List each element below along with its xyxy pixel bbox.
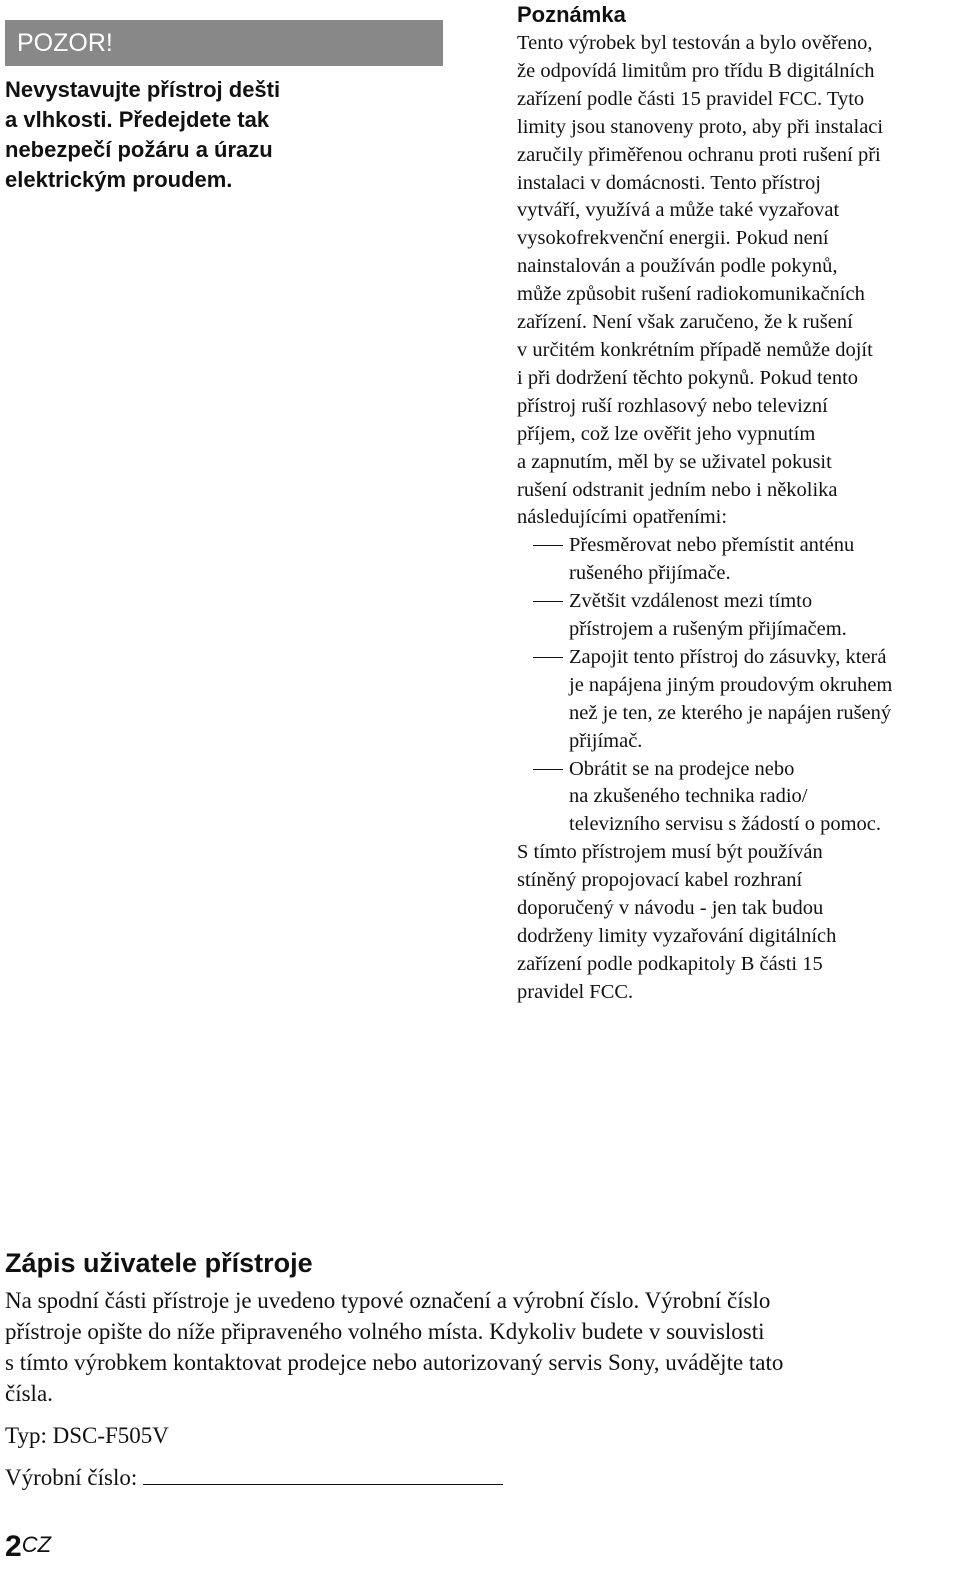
registration-line: s tímto výrobkem kontaktovat prodejce nebo autorizovaný servis Sony, uvádějte tato [5,1350,784,1375]
note-line: následujícími opatřeními: [517,506,728,529]
note-title: Poznámka [517,2,626,27]
list-item-line: přístrojem a rušeným přijímačem. [569,618,847,641]
note-section [517,0,957,1007]
registration-line: Na spodní části přístroje je uvedeno typové označení a výrobní číslo. Výrobní číslo [5,1288,771,1313]
warning-line: elektrickým proudem. [5,167,233,192]
note-line: limity jsou stanoveny proto, aby při instalaci [517,115,884,138]
warning-line: Nevystavujte přístroj dešti [5,77,281,102]
note-line: že odpovídá limitům pro třídu B digitálních [517,59,875,82]
note-line: nainstalován a používán podle pokynů, [517,255,838,278]
note-line: stíněný propojovací kabel rozhraní [517,869,803,892]
note-line: instalaci v domácnosti. Tento přístroj [517,171,821,194]
page-number-value: 2 [5,1530,22,1563]
note-line: zařízení. Není však zaručeno, že k rušení [517,311,853,334]
model-label: Typ: DSC-F505V [5,1423,169,1448]
warning-text [5,75,435,195]
serial-field [5,1462,955,1493]
dash-bullet-icon [533,769,563,770]
list-item-line: Obrátit se na prodejce nebo [569,757,795,780]
note-line: může způsobit rušení radiokomunikačních [517,283,865,306]
list-item-line: než je ten, ze kterého je napájen rušený [569,701,892,724]
serial-number-blank [143,1466,503,1485]
list-item [517,532,957,588]
note-line: pravidel FCC. [517,980,634,1003]
note-line: v určitém konkrétním případě nemůže dojít [517,338,873,361]
note-line: S tímto přístrojem musí být používán [517,841,823,864]
warning-line: nebezpečí požáru a úrazu [5,137,273,162]
note-line: i při dodržení těchto pokynů. Pokud tento [517,366,859,389]
note-line: přístroj ruší rozhlasový nebo televizní [517,394,828,417]
note-line: příjem, což lze ověřit jeho vypnutím [517,422,816,445]
dash-bullet-icon [533,601,563,602]
note-line: rušení odstranit jedním nebo i několika [517,478,838,501]
note-line: Tento výrobek byl testován a bylo ověřeno, [517,32,873,54]
list-item-line: Přesměrovat nebo přemístit anténu [569,534,855,557]
registration-line: čísla. [5,1381,53,1406]
note-line: zařízení podle části 15 pravidel FCC. Tyto [517,87,865,110]
list-item-line: rušeného přijímače. [569,562,731,585]
list-item [517,756,957,840]
note-line: doporučený v návodu - jen tak budou [517,897,824,920]
registration-body [5,1285,955,1409]
serial-label: Výrobní číslo: [5,1465,138,1490]
note-intro [517,30,957,532]
note-closing [517,839,957,1006]
list-item-line: Zvětšit vzdálenost mezi tímto [569,590,813,613]
note-line: zařízení podle podkapitoly B části 15 [517,952,823,975]
registration-section [5,1243,955,1493]
note-line: a zapnutím, měl by se uživatel pokusit [517,450,832,473]
warning-title: POZOR! [17,29,113,57]
page-language-suffix: CZ [21,1532,52,1557]
list-item-line: přijímač. [569,729,643,752]
note-line: vysokofrekvenční energii. Pokud není [517,227,829,250]
note-line: zaručily přiměřenou ochranu proti rušení při [517,143,881,166]
dash-bullet-icon [533,545,563,546]
dash-bullet-icon [533,657,563,658]
note-line: vytváří, využívá a může také vyzařovat [517,199,840,222]
list-item-line: Zapojit tento přístroj do zásuvky, která [569,645,887,668]
list-item [517,588,957,644]
list-item-line: na zkušeného technika radio/ [569,785,808,808]
warning-line: a vlhkosti. Předejdete tak [5,107,270,132]
list-item [517,644,957,756]
registration-line: přístroje opište do níže připraveného volného místa. Kdykoliv budete v souvislosti [5,1319,765,1344]
note-line: dodrženy limity vyzařování digitálních [517,925,837,947]
list-item-line: televizního servisu s žádostí o pomoc. [569,813,881,836]
registration-title: Zápis uživatele přístroje [5,1248,313,1278]
warning-header [5,20,443,66]
page-number [5,1530,51,1564]
list-item-line: je napájena jiným proudovým okruhem [569,673,893,696]
